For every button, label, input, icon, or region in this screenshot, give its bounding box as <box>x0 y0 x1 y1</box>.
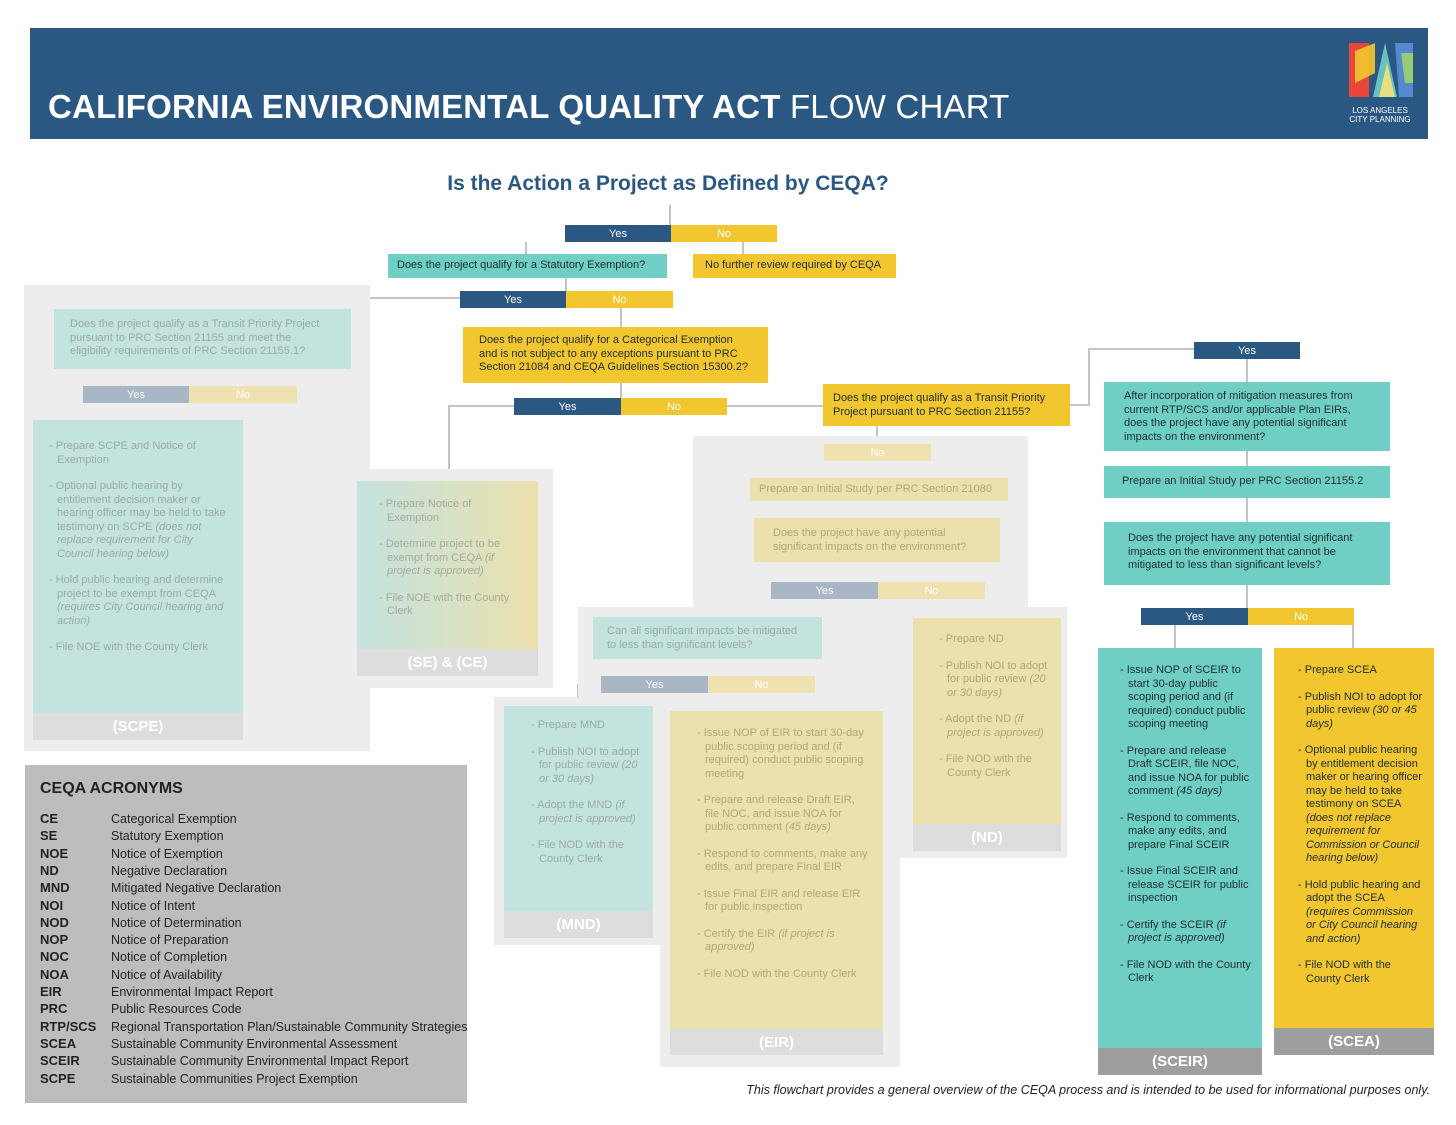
acronym-key: SCEA <box>40 1035 77 1051</box>
acronym-value: Notice of Intent <box>111 898 196 913</box>
potential-impacts-question: Does the project have any potential significant impacts on the environment? <box>754 518 1000 562</box>
acronym-value: Mitigated Negative Declaration <box>111 881 282 896</box>
scea-steps <box>1274 648 1434 1028</box>
mnd-step: - Adopt the MND (if project is approved) <box>531 799 643 826</box>
nd-step: - File NOD with the County Clerk <box>939 753 1051 780</box>
connector-line <box>1246 585 1248 608</box>
acronym-value: Sustainable Communities Project Exemption <box>111 1071 358 1086</box>
page-title: CALIFORNIA ENVIRONMENTAL QUALITY ACT FLOW CHART <box>48 88 1010 125</box>
yes-label: Yes <box>565 225 671 242</box>
sceir-step: - Issue Final SCEIR and release SCEIR for public inspection <box>1120 865 1252 906</box>
acronym-value: Notice of Exemption <box>111 846 223 861</box>
acronym-row <box>40 949 227 966</box>
no-label: No <box>621 398 727 415</box>
connector-line <box>1174 624 1176 648</box>
acronym-row <box>40 984 273 1001</box>
nd-step: - Adopt the ND (if project is approved) <box>939 713 1051 740</box>
acronym-row <box>40 915 242 932</box>
sceir-step: - Certify the SCEIR (if project is approved) <box>1120 919 1252 946</box>
connector-line <box>727 405 823 407</box>
acronym-row <box>40 932 228 949</box>
acronym-key: NOC <box>40 949 69 965</box>
connector-line <box>1070 404 1090 406</box>
acronym-value: Regional Transportation Plan/Sustainable Community Strategies <box>111 1019 468 1034</box>
acronym-value: Notice of Preparation <box>111 933 229 948</box>
sceir-steps <box>1098 648 1262 1048</box>
acronym-key: RTP/SCS <box>40 1018 97 1034</box>
connector-line <box>1246 498 1248 522</box>
connector-line <box>1352 624 1354 648</box>
initial-study-21155: Prepare an Initial Study per PRC Section 21155.2 <box>1104 466 1390 498</box>
acronym-key: NOI <box>40 897 64 913</box>
eir-label: (EIR) <box>670 1029 883 1055</box>
acronym-row <box>40 828 224 845</box>
acronym-value: Public Resources Code <box>111 1002 242 1017</box>
mnd-step: - Prepare MND <box>531 719 643 733</box>
sceir-step: - Issue NOP of SCEIR to start 30-day public scoping period and (if required) conduct public scoping meeting <box>1120 664 1252 732</box>
scpe-step: - Hold public hearing and determine project to be exempt from CEQA (requires City Council hearing and action) <box>49 574 227 628</box>
yes-label: Yes <box>460 291 566 308</box>
eir-step: - Issue Final EIR and release EIR for public inspection <box>697 888 871 915</box>
footer-disclaimer: This flowchart provides a general overview of the CEQA process and is intended to be used for informational purposes only. <box>746 1083 1430 1097</box>
nd-step: - Publish NOI to adopt for public review (20 or 30 days) <box>939 660 1051 701</box>
no-label: No <box>1248 608 1354 625</box>
acronym-key: SCEIR <box>40 1053 80 1069</box>
nd-steps <box>913 618 1061 824</box>
yes-label: Yes <box>83 386 189 403</box>
connector-line <box>448 405 514 407</box>
yes-label: Yes <box>1194 342 1300 359</box>
acronym-key: SE <box>40 828 58 844</box>
unmitigated-impacts-question: Does the project have any potential significant impacts on the environment that cannot be mitigated to less than significant levels? <box>1104 522 1390 585</box>
eir-step: - Certify the EIR (if project is approved) <box>697 928 871 955</box>
no-label: No <box>189 386 297 403</box>
acronym-row <box>40 1036 397 1053</box>
logo-text: LOS ANGELES CITY PLANNING <box>1349 106 1411 124</box>
eir-steps <box>670 711 883 1029</box>
yes-label: Yes <box>601 676 708 693</box>
connector-line <box>1088 348 1194 350</box>
sceir-step: - Prepare and release Draft SCEIR, file NOC, and issue NOA for public comment (45 days) <box>1120 745 1252 799</box>
connector-line <box>742 242 744 254</box>
acronym-value: Notice of Availability <box>111 967 222 982</box>
acronym-key: ND <box>40 862 59 878</box>
acronym-value: Sustainable Community Environmental Impact Report <box>111 1054 409 1069</box>
scpe-step: - File NOE with the County Clerk <box>49 641 227 655</box>
categorical-exemption-question: Does the project qualify for a Categorical Exemption and is not subject to any exceptions pursuant to PRC Section 21084 and CEQA Guidelines Section 15300.2? <box>463 327 768 383</box>
connector-line <box>565 278 567 291</box>
la-city-planning-logo <box>1349 43 1413 97</box>
no-further-review-box: No further review required by CEQA <box>693 254 896 278</box>
eir-step: - Respond to comments, make any edits, and prepare Final EIR <box>697 848 871 875</box>
scpe-step: - Prepare SCPE and Notice of Exemption <box>49 440 227 467</box>
scea-step: - File NOD with the County Clerk <box>1298 959 1424 986</box>
no-label: No <box>708 676 815 693</box>
acronym-key: NOE <box>40 845 69 861</box>
acronym-key: NOA <box>40 966 69 982</box>
no-label: No <box>878 582 985 599</box>
acronym-value: Notice of Completion <box>111 950 228 965</box>
yes-label: Yes <box>771 582 878 599</box>
scea-step: - Optional public hearing by entitlement decision maker or hearing officer may be held to take testimony on SCEA (does not replace requirement for Commission or Council hearing below) <box>1298 744 1424 866</box>
yes-label: Yes <box>514 398 621 415</box>
acronym-row <box>40 880 281 897</box>
nd-step: - Prepare ND <box>939 633 1051 647</box>
acronym-row <box>40 967 222 984</box>
scea-step: - Hold public hearing and adopt the SCEA (requires Commission or City Council hearing and action) <box>1298 879 1424 947</box>
mnd-label: (MND) <box>504 911 653 938</box>
acronym-row <box>40 1019 467 1036</box>
connector-line <box>620 307 622 327</box>
mnd-step: - File NOD with the County Clerk <box>531 839 643 866</box>
acronym-row <box>40 846 223 863</box>
acronym-value: Notice of Determination <box>111 915 242 930</box>
acronym-value: Sustainable Community Environmental Assessment <box>111 1036 398 1051</box>
scpe-label: (SCPE) <box>33 713 243 740</box>
transit-priority-scpe-question: Does the project qualify as a Transit Priority Project pursuant to PRC Section 21155 and meet the eligibility requirements of PRC Section 21155.1? <box>54 309 351 369</box>
acronym-key: CE <box>40 811 59 826</box>
no-label: No <box>566 291 673 308</box>
acronym-key: EIR <box>40 984 62 999</box>
initial-study-21080: Prepare an Initial Study per PRC Section 21080 <box>750 478 1008 501</box>
acronym-row <box>40 898 195 915</box>
se-ce-label: (SE) & (CE) <box>357 649 538 676</box>
connector-line <box>1246 451 1248 466</box>
connector-line <box>525 242 527 254</box>
eir-step: - File NOD with the County Clerk <box>697 968 871 982</box>
no-label: No <box>824 444 931 461</box>
acronym-value: Categorical Exemption <box>111 812 237 826</box>
scea-step: - Publish NOI to adopt for public review (30 or 45 days) <box>1298 691 1424 732</box>
scpe-steps <box>33 420 243 713</box>
acronym-row <box>40 1001 242 1018</box>
sceir-label: (SCEIR) <box>1098 1048 1262 1075</box>
se-ce-step: - Prepare Notice of Exemption <box>379 498 524 525</box>
mnd-steps <box>504 706 653 911</box>
eir-step: - Prepare and release Draft EIR, file NOC, and issue NOA for public comment (45 days) <box>697 794 871 835</box>
acronym-key: MND <box>40 880 70 896</box>
acronym-row <box>40 1071 358 1088</box>
acronym-key: PRC <box>40 1001 68 1017</box>
scea-step: - Prepare SCEA <box>1298 664 1424 678</box>
mitigation-measures-question: After incorporation of mitigation measures from current RTP/SCS and/or applicable Plan EIRs, does the project have any potential significant impacts on the environment? <box>1104 382 1390 451</box>
acronym-key: NOP <box>40 932 69 948</box>
acronym-row <box>40 811 237 828</box>
acronym-value: Negative Declaration <box>111 863 228 878</box>
sceir-step: - File NOD with the County Clerk <box>1120 959 1252 986</box>
acronym-value: Statutory Exemption <box>111 829 224 844</box>
eir-step: - Issue NOP of EIR to start 30-day public scoping period and (if required) conduct public scoping meeting <box>697 727 871 781</box>
sceir-step: - Respond to comments, make any edits, and prepare Final SCEIR <box>1120 812 1252 853</box>
acronym-key: SCPE <box>40 1070 76 1086</box>
se-ce-step: - Determine project to be exempt from CEQA (if project is approved) <box>379 538 524 579</box>
transit-priority-question: Does the project qualify as a Transit Priority Project pursuant to PRC Section 21155? <box>823 384 1070 426</box>
yes-label: Yes <box>1141 608 1248 625</box>
nd-label: (ND) <box>913 824 1061 851</box>
mnd-step: - Publish NOI to adopt for public review (20 or 30 days) <box>531 746 643 787</box>
scpe-step: - Optional public hearing by entitlement decision maker or hearing officer may be held to take testimony on SCPE (does not replace requirement for City Council hearing below) <box>49 480 227 561</box>
se-ce-step: - File NOE with the County Clerk <box>379 592 524 619</box>
can-mitigate-question: Can all significant impacts be mitigated to less than significant levels? <box>593 617 822 659</box>
scea-label: (SCEA) <box>1274 1028 1434 1055</box>
no-label: No <box>671 225 777 242</box>
connector-line <box>620 383 622 398</box>
main-question: Is the Action a Project as Defined by CEQA? <box>447 172 889 195</box>
connector-line <box>1246 358 1248 382</box>
connector-line <box>1088 348 1090 406</box>
statutory-exemption-question: Does the project qualify for a Statutory Exemption? <box>388 254 667 278</box>
acronym-key: NOD <box>40 914 69 930</box>
acronym-value: Environmental Impact Report <box>111 985 273 999</box>
connector-line <box>669 205 671 225</box>
acronyms-title: CEQA ACRONYMS <box>40 780 183 797</box>
acronym-row <box>40 1053 408 1070</box>
se-ce-steps <box>357 481 538 649</box>
acronym-row <box>40 863 227 880</box>
